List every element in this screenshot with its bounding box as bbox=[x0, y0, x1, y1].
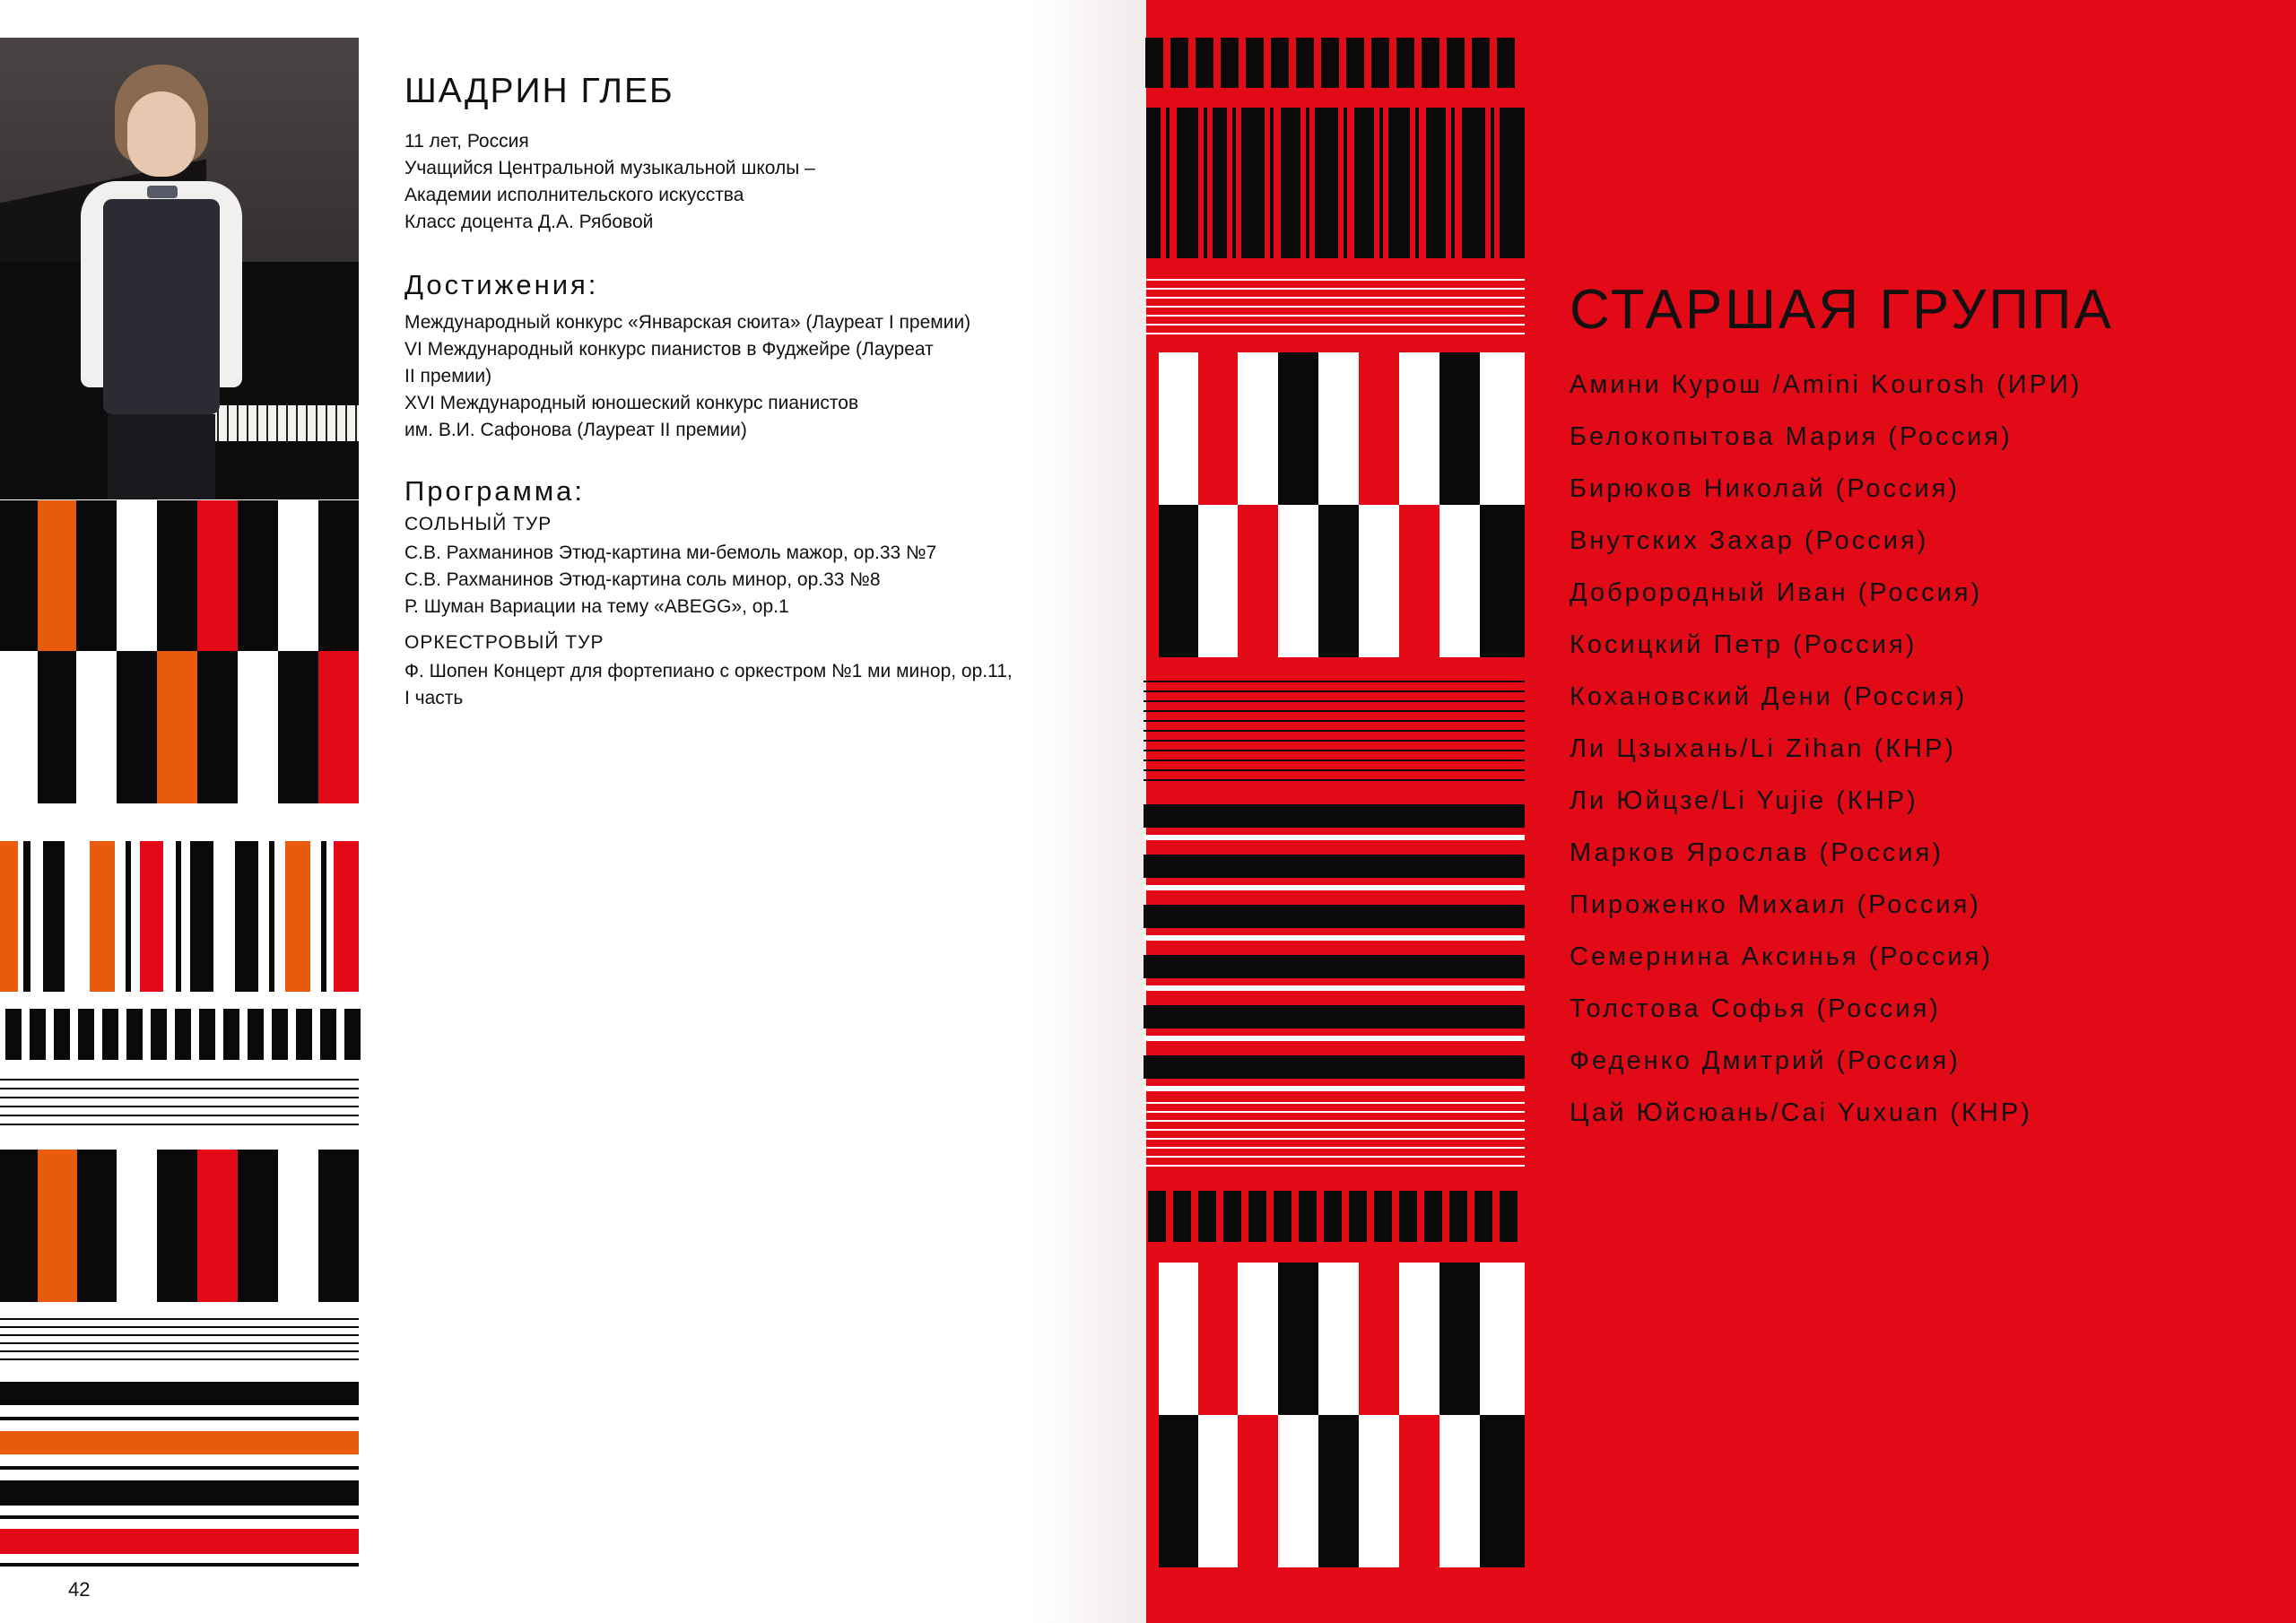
pattern-shape bbox=[1241, 108, 1265, 258]
pattern-shape bbox=[1399, 1415, 1439, 1567]
participant-item: Кохановский Дени (Россия) bbox=[1570, 682, 1968, 711]
participant-item: Толстова Софья (Россия) bbox=[1570, 994, 1941, 1023]
participant-item: Ли Юйцзе/Li Yujie (КНР) bbox=[1570, 786, 1918, 815]
pattern-shape bbox=[117, 1150, 157, 1302]
pattern-shape bbox=[1324, 1191, 1342, 1242]
pattern-shape bbox=[1144, 779, 1525, 781]
pattern-shape bbox=[157, 1150, 197, 1302]
page-number: 42 bbox=[68, 1578, 91, 1601]
pattern-shape bbox=[1144, 905, 1525, 928]
pattern-shape bbox=[344, 1009, 361, 1060]
pattern-shape bbox=[0, 1115, 359, 1116]
pattern-shape bbox=[0, 1417, 359, 1420]
pattern-shape bbox=[1144, 700, 1525, 702]
orchestra-round-title: ОРКЕСТРОВЫЙ ТУР bbox=[404, 632, 604, 653]
pattern-shape bbox=[1159, 505, 1198, 657]
pattern-shape bbox=[1449, 1191, 1467, 1242]
bio-line: Академии исполнительского искусства bbox=[404, 185, 744, 205]
pattern-shape bbox=[1148, 1191, 1166, 1242]
pattern-shape bbox=[0, 1106, 359, 1107]
pattern-shape bbox=[1318, 1263, 1359, 1415]
pattern-shape bbox=[1177, 108, 1198, 258]
pattern-shape bbox=[38, 1150, 77, 1302]
pattern-shape bbox=[0, 1150, 38, 1302]
program-line: Р. Шуман Вариации на тему «ABEGG», ор.1 bbox=[404, 596, 789, 617]
pattern-shape bbox=[248, 1009, 264, 1060]
pattern-shape bbox=[126, 841, 131, 992]
achievement-line: II премии) bbox=[404, 366, 492, 386]
participant-item: Семернина Аксинья (Россия) bbox=[1570, 942, 1994, 971]
pattern-shape bbox=[1144, 740, 1525, 742]
pattern-shape bbox=[140, 841, 163, 992]
participants-list bbox=[1570, 366, 2082, 1146]
pattern-shape bbox=[1359, 505, 1399, 657]
pattern-shape bbox=[1144, 681, 1525, 682]
pattern-shape bbox=[1422, 38, 1439, 88]
program-line: С.В. Рахманинов Этюд-картина соль минор, ор.33 №8 bbox=[404, 569, 881, 590]
pattern-shape bbox=[1159, 1263, 1198, 1415]
pattern-shape bbox=[1144, 1102, 1525, 1104]
pattern-shape bbox=[1318, 352, 1359, 505]
pattern-shape bbox=[30, 1009, 46, 1060]
pattern-shape bbox=[1349, 1191, 1367, 1242]
pattern-shape bbox=[1315, 108, 1338, 258]
pattern-shape bbox=[1399, 505, 1439, 657]
pattern-shape bbox=[1274, 1191, 1292, 1242]
pattern-shape bbox=[0, 1318, 359, 1320]
pattern-shape bbox=[1144, 1055, 1525, 1079]
pattern-shape bbox=[157, 500, 197, 651]
pattern-shape bbox=[0, 1466, 359, 1470]
pattern-shape bbox=[0, 500, 38, 651]
pattern-shape bbox=[1159, 352, 1198, 505]
pattern-shape bbox=[0, 1079, 359, 1081]
pattern-shape bbox=[1238, 505, 1278, 657]
pattern-shape bbox=[1144, 955, 1525, 978]
pattern-shape bbox=[1500, 1191, 1518, 1242]
pattern-shape bbox=[102, 1009, 118, 1060]
pattern-shape bbox=[1144, 315, 1525, 317]
pattern-shape bbox=[190, 841, 213, 992]
pattern-shape bbox=[1271, 38, 1289, 88]
pattern-shape bbox=[1415, 108, 1419, 258]
pattern-shape bbox=[54, 1009, 70, 1060]
achievement-line: Международный конкурс «Январская сюита» (Лауреат I премии) bbox=[404, 312, 971, 333]
pattern-shape bbox=[1198, 1191, 1216, 1242]
pattern-shape bbox=[0, 1350, 359, 1352]
pattern-shape bbox=[0, 1326, 359, 1328]
pattern-shape bbox=[1248, 1191, 1266, 1242]
participant-item: Цай Юйсюань/Cai Yuxuan (КНР) bbox=[1570, 1098, 2032, 1127]
pattern-shape bbox=[318, 651, 359, 803]
pattern-shape bbox=[1374, 1191, 1392, 1242]
pattern-shape bbox=[1144, 935, 1525, 941]
pattern-shape bbox=[1144, 1120, 1525, 1122]
achievement-line: им. В.И. Сафонова (Лауреат II премии) bbox=[404, 420, 747, 440]
pattern-shape bbox=[1144, 1147, 1525, 1149]
program-title: Программа: bbox=[404, 475, 586, 507]
pattern-shape bbox=[199, 1009, 215, 1060]
pattern-shape bbox=[1170, 38, 1188, 88]
pattern-shape bbox=[1424, 1191, 1442, 1242]
achievements-title: Достижения: bbox=[404, 269, 599, 300]
participant-bio bbox=[404, 128, 815, 236]
pattern-shape bbox=[1318, 1415, 1359, 1567]
pattern-shape bbox=[0, 1529, 359, 1554]
pattern-shape bbox=[77, 1150, 117, 1302]
pattern-shape bbox=[117, 500, 157, 651]
pattern-shape bbox=[1354, 108, 1374, 258]
pattern-shape bbox=[278, 500, 318, 651]
pattern-shape bbox=[1196, 38, 1213, 88]
pattern-shape bbox=[1144, 690, 1525, 692]
achievement-line: XVI Международный юношеский конкурс пианистов bbox=[404, 393, 859, 413]
pattern-shape bbox=[1480, 1263, 1525, 1415]
pattern-shape bbox=[1359, 1263, 1399, 1415]
pattern-shape bbox=[151, 1009, 167, 1060]
pattern-shape bbox=[1281, 108, 1300, 258]
pattern-shape bbox=[5, 1009, 22, 1060]
pattern-shape bbox=[1173, 1191, 1191, 1242]
pattern-shape bbox=[76, 500, 117, 651]
pattern-shape bbox=[1144, 769, 1525, 771]
pattern-shape bbox=[126, 1009, 143, 1060]
pattern-shape bbox=[1144, 804, 1525, 828]
pattern-shape bbox=[1318, 505, 1359, 657]
pattern-shape bbox=[176, 841, 181, 992]
pattern-shape bbox=[1144, 720, 1525, 722]
pattern-shape bbox=[117, 651, 157, 803]
pattern-shape bbox=[1144, 985, 1525, 991]
pattern-shape bbox=[1439, 352, 1480, 505]
pattern-shape bbox=[1491, 108, 1494, 258]
pattern-shape bbox=[1399, 352, 1439, 505]
pattern-shape bbox=[1144, 759, 1525, 761]
pattern-shape bbox=[1144, 710, 1525, 712]
pattern-shape bbox=[1144, 1111, 1525, 1113]
program-line: I часть bbox=[404, 688, 464, 708]
pattern-shape bbox=[1359, 1415, 1399, 1567]
pattern-shape bbox=[0, 1088, 359, 1089]
participant-item: Косицкий Петр (Россия) bbox=[1570, 630, 1918, 659]
pattern-shape bbox=[0, 1480, 359, 1506]
pattern-shape bbox=[1497, 38, 1515, 88]
pattern-shape bbox=[1278, 1415, 1318, 1567]
pattern-shape bbox=[1439, 505, 1480, 657]
pattern-shape bbox=[1371, 38, 1389, 88]
pattern-shape bbox=[0, 1342, 359, 1344]
pattern-shape bbox=[197, 1150, 238, 1302]
pattern-shape bbox=[1144, 324, 1525, 325]
pattern-shape bbox=[0, 651, 38, 803]
pattern-shape bbox=[197, 651, 238, 803]
pattern-shape bbox=[238, 500, 278, 651]
participant-item: Внутских Захар (Россия) bbox=[1570, 526, 1929, 555]
pattern-shape bbox=[1146, 108, 1161, 258]
pattern-shape bbox=[1144, 1086, 1525, 1091]
pattern-shape bbox=[1321, 38, 1339, 88]
pattern-shape bbox=[296, 1009, 312, 1060]
pattern-shape bbox=[1221, 38, 1239, 88]
bio-line: Класс доцента Д.А. Рябовой bbox=[404, 212, 654, 232]
pattern-shape bbox=[1480, 505, 1525, 657]
pattern-shape bbox=[1278, 505, 1318, 657]
pattern-shape bbox=[1270, 108, 1274, 258]
pattern-shape bbox=[1447, 38, 1465, 88]
pattern-shape bbox=[318, 1150, 359, 1302]
pattern-shape bbox=[76, 651, 117, 803]
pattern-shape bbox=[1198, 1263, 1238, 1415]
pattern-shape bbox=[1144, 885, 1525, 890]
solo-round-list bbox=[404, 540, 936, 621]
pattern-shape bbox=[1480, 352, 1525, 505]
pattern-shape bbox=[1198, 1415, 1238, 1567]
pattern-shape bbox=[1144, 750, 1525, 751]
pattern-shape bbox=[90, 841, 115, 992]
pattern-shape bbox=[0, 1334, 359, 1336]
pattern-shape bbox=[1359, 352, 1399, 505]
pattern-shape bbox=[238, 651, 278, 803]
pattern-shape bbox=[1144, 279, 1525, 281]
pattern-shape bbox=[1144, 1036, 1525, 1041]
pattern-shape bbox=[1399, 1191, 1417, 1242]
pattern-shape bbox=[1198, 505, 1238, 657]
pattern-shape bbox=[1144, 297, 1525, 299]
pattern-shape bbox=[1223, 1191, 1241, 1242]
pattern-shape bbox=[0, 1358, 359, 1360]
pattern-shape bbox=[1144, 288, 1525, 290]
pattern-shape bbox=[43, 841, 65, 992]
pattern-shape bbox=[1278, 1263, 1318, 1415]
pattern-shape bbox=[1379, 108, 1383, 258]
pattern-shape bbox=[278, 651, 318, 803]
program-line: Ф. Шопен Концерт для фортепиано с оркестром №1 ми минор, ор.11, bbox=[404, 661, 1013, 681]
pattern-shape bbox=[1144, 333, 1525, 334]
participant-item: Амини Курош /Amini Kourosh (ИРИ) bbox=[1570, 370, 2083, 399]
achievements-list bbox=[404, 309, 970, 444]
pattern-shape bbox=[1344, 108, 1347, 258]
pattern-shape bbox=[1144, 730, 1525, 732]
pattern-shape bbox=[1238, 1263, 1278, 1415]
pattern-shape bbox=[223, 1009, 239, 1060]
pattern-shape bbox=[1439, 1263, 1480, 1415]
pattern-shape bbox=[1346, 38, 1364, 88]
orchestra-round-list bbox=[404, 658, 1013, 712]
solo-round-title: СОЛЬНЫЙ ТУР bbox=[404, 514, 552, 534]
pattern-shape bbox=[1238, 1415, 1278, 1567]
participant-item: Бирюков Николай (Россия) bbox=[1570, 474, 1961, 503]
group-title: СТАРШАЯ ГРУППА bbox=[1570, 279, 2114, 341]
pattern-shape bbox=[1144, 835, 1525, 840]
pattern-shape bbox=[0, 1563, 359, 1567]
pattern-shape bbox=[1144, 1005, 1525, 1028]
pattern-shape bbox=[1144, 1138, 1525, 1140]
pattern-shape bbox=[1159, 1415, 1198, 1567]
pattern-shape bbox=[1296, 38, 1314, 88]
pattern-shape bbox=[1426, 108, 1446, 258]
pattern-shape bbox=[0, 1097, 359, 1098]
achievement-line: VI Международный конкурс пианистов в Фуджейре (Лауреат bbox=[404, 339, 934, 360]
pattern-shape bbox=[1451, 108, 1455, 258]
pattern-shape bbox=[0, 841, 18, 992]
pattern-shape bbox=[1166, 108, 1170, 258]
pattern-shape bbox=[197, 500, 238, 651]
pattern-shape bbox=[1204, 108, 1207, 258]
pattern-shape bbox=[38, 651, 76, 803]
program-line: С.В. Рахманинов Этюд-картина ми-бемоль мажор, ор.33 №7 bbox=[404, 542, 937, 563]
pattern-shape bbox=[1144, 855, 1525, 878]
pattern-shape bbox=[278, 1150, 318, 1302]
pattern-shape bbox=[1246, 38, 1264, 88]
pattern-shape bbox=[175, 1009, 191, 1060]
pattern-shape bbox=[1399, 1263, 1439, 1415]
participant-name: ШАДРИН ГЛЕБ bbox=[404, 72, 674, 110]
pattern-shape bbox=[1439, 1415, 1480, 1567]
pattern-shape bbox=[269, 841, 274, 992]
pattern-shape bbox=[38, 500, 76, 651]
pattern-shape bbox=[321, 841, 326, 992]
pattern-shape bbox=[1500, 108, 1525, 258]
pattern-shape bbox=[0, 1124, 359, 1125]
pattern-shape bbox=[1474, 1191, 1492, 1242]
participant-item: Белокопытова Мария (Россия) bbox=[1570, 422, 2013, 451]
bio-line: Учащийся Центральной музыкальной школы – bbox=[404, 158, 815, 178]
pattern-shape bbox=[1213, 108, 1227, 258]
pattern-shape bbox=[334, 841, 359, 992]
pattern-shape bbox=[1238, 352, 1278, 505]
pattern-shape bbox=[1144, 1129, 1525, 1131]
pattern-shape bbox=[1232, 108, 1236, 258]
pattern-shape bbox=[78, 1009, 94, 1060]
pattern-shape bbox=[1388, 108, 1410, 258]
pattern-shape bbox=[1198, 352, 1238, 505]
participant-item: Ли Цзыхань/Li Zihan (КНР) bbox=[1570, 734, 1957, 763]
pattern-shape bbox=[1396, 38, 1414, 88]
bio-line: 11 лет, Россия bbox=[404, 131, 529, 152]
pattern-shape bbox=[1306, 108, 1309, 258]
pattern-shape bbox=[285, 841, 310, 992]
pattern-shape bbox=[318, 500, 359, 651]
pattern-shape bbox=[0, 1515, 359, 1519]
pattern-shape bbox=[1144, 1165, 1525, 1167]
pattern-shape bbox=[1144, 1156, 1525, 1158]
pattern-shape bbox=[1144, 306, 1525, 308]
pattern-shape bbox=[1278, 352, 1318, 505]
pattern-shape bbox=[1299, 1191, 1317, 1242]
pattern-shape bbox=[1472, 38, 1490, 88]
pattern-shape bbox=[1145, 38, 1163, 88]
pattern-shape bbox=[23, 841, 30, 992]
participant-item: Феденко Дмитрий (Россия) bbox=[1570, 1046, 1961, 1075]
pattern-shape bbox=[320, 1009, 336, 1060]
participant-item: Марков Ярослав (Россия) bbox=[1570, 838, 1944, 867]
pattern-shape bbox=[238, 1150, 278, 1302]
participant-item: Пироженко Михаил (Россия) bbox=[1570, 890, 1981, 919]
pattern-shape bbox=[0, 1431, 359, 1454]
pattern-shape bbox=[0, 1382, 359, 1405]
pattern-shape bbox=[157, 651, 197, 803]
pattern-shape bbox=[1462, 108, 1485, 258]
pattern-shape bbox=[272, 1009, 288, 1060]
pattern-shape bbox=[235, 841, 258, 992]
pattern-shape bbox=[1480, 1415, 1525, 1567]
participant-item: Доброродный Иван (Россия) bbox=[1570, 578, 1983, 607]
